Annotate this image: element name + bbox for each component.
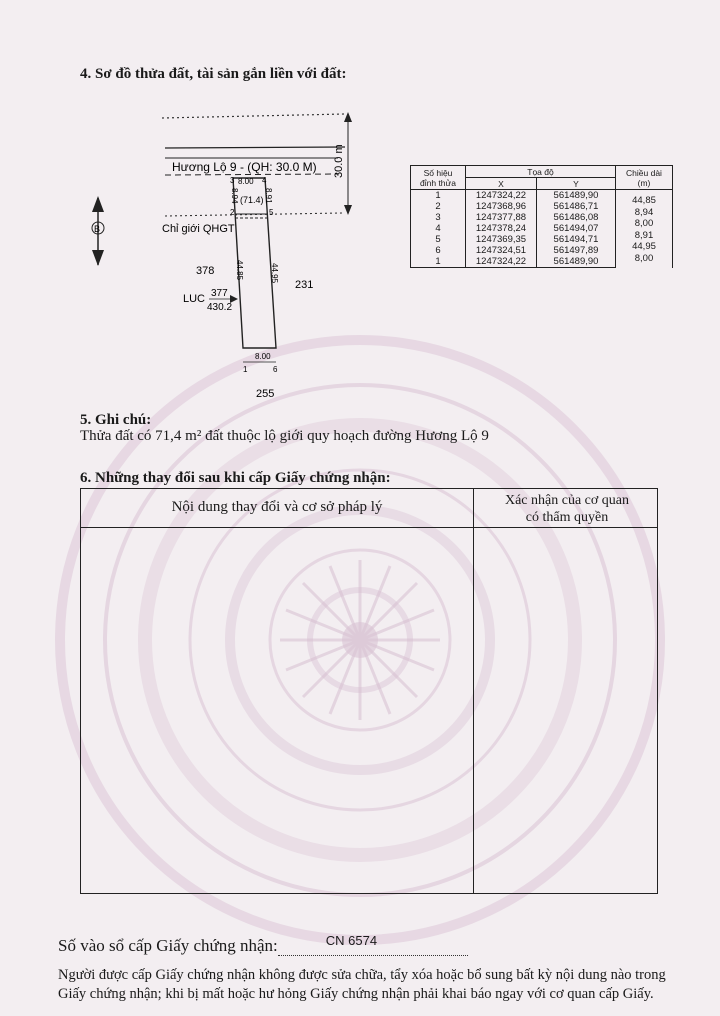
section-4-title: 4. Sơ đồ thửa đất, tài sản gắn liền với đất:	[80, 66, 347, 82]
point-4: 4	[262, 176, 267, 185]
cell-y: 561494,07	[537, 223, 616, 234]
length-value: 44,95	[632, 241, 656, 253]
point-6: 6	[273, 365, 278, 374]
cell-x: 1247369,35	[466, 234, 537, 245]
neighbor-left: 378	[196, 265, 215, 277]
area-in-road: (71.4)	[240, 195, 264, 205]
left-upper-dimension: 8.94	[230, 188, 239, 204]
cell-x: 1247377,88	[466, 212, 537, 223]
coordinate-table	[410, 165, 673, 268]
road-width: 30.0 m	[333, 144, 345, 178]
left-dimension: 44.85	[235, 260, 244, 281]
cell-x: 1247324,22	[466, 190, 537, 202]
road-label: Hương Lộ 9 - (QH: 30.0 M)	[172, 160, 317, 174]
cell-y: 561489,90	[537, 256, 616, 268]
col-confirm-line2: có thẩm quyền	[525, 510, 609, 525]
cell-point: 3	[411, 212, 466, 223]
col-point-header: Số hiệu đỉnh thửa	[411, 166, 466, 190]
col-x-header: X	[466, 178, 537, 190]
cell-point: 4	[411, 223, 466, 234]
parcel-code: LUC	[183, 293, 206, 305]
registry-line	[58, 933, 468, 956]
length-value: 44,85	[632, 195, 656, 206]
point-1: 1	[243, 365, 248, 374]
header-divider	[81, 527, 657, 528]
cell-y: 561497,89	[537, 245, 616, 256]
section-5-note: Thửa đất có 71,4 m² đất thuộc lộ giới quy hoạch đường Hương Lộ 9	[80, 428, 489, 444]
cell-point: 6	[411, 245, 466, 256]
point-5: 5	[269, 208, 274, 217]
cell-point: 2	[411, 201, 466, 212]
parcel-sketch	[80, 100, 410, 405]
parcel-number: 377	[211, 288, 228, 299]
cell-point: 5	[411, 234, 466, 245]
length-value: 8,91	[634, 229, 654, 241]
registry-number: CN 6574	[325, 933, 378, 948]
cell-x: 1247378,24	[466, 223, 537, 234]
point-2: 2	[230, 208, 235, 217]
lengths-cell	[616, 190, 673, 268]
col-content-header: Nội dung thay đổi và cơ sở pháp lý	[171, 499, 383, 515]
cell-point: 1	[411, 256, 466, 268]
registry-label: Số vào sổ cấp Giấy chứng nhận:	[58, 936, 278, 955]
col-coords-header: Tọa độ	[466, 166, 616, 178]
bottom-dimension: 8.00	[255, 352, 271, 361]
registry-dots	[278, 933, 468, 956]
col-length-header: Chiều dài (m)	[616, 166, 673, 190]
warning-text: Người được cấp Giấy chứng nhận không được sửa chữa, tẩy xóa hoặc bổ sung bất kỳ nội dung nào trong Giấy chứng nhận; khi bị mất hoặc hư hỏng Giấy chứng nhận phải khai báo ngay với cơ quan cấp Giấy.	[58, 967, 666, 1002]
cell-y: 561486,08	[537, 212, 616, 223]
cell-x: 1247324,22	[466, 256, 537, 268]
right-upper-dimension: 8.91	[264, 188, 273, 204]
col-confirm-header	[475, 492, 659, 526]
section-5-title: 5. Ghi chú:	[80, 412, 152, 428]
changes-table	[80, 488, 658, 894]
length-value: 8,94	[634, 206, 654, 218]
cell-y: 561486,71	[537, 201, 616, 212]
table-row	[411, 190, 673, 202]
length-value: 8,00	[634, 252, 654, 264]
cell-point: 1	[411, 190, 466, 202]
right-dimension: 44.95	[270, 263, 279, 284]
length-value: 8,00	[634, 218, 654, 230]
point-3: 3	[230, 176, 235, 185]
top-dimension: 8.00	[238, 177, 254, 186]
north-letter: B	[94, 224, 101, 234]
parcel-area: 430.2	[207, 302, 233, 313]
cell-y: 561489,90	[537, 190, 616, 202]
section-6-title: 6. Những thay đổi sau khi cấp Giấy chứng nhận:	[80, 470, 391, 486]
col-y-header: Y	[537, 178, 616, 190]
cell-x: 1247324,51	[466, 245, 537, 256]
column-divider	[473, 489, 474, 893]
neighbor-right: 231	[295, 279, 314, 291]
cell-y: 561494,71	[537, 234, 616, 245]
boundary-label: Chỉ giới QHGT	[162, 223, 235, 235]
col-confirm-line1: Xác nhận của cơ quan	[504, 493, 629, 508]
cell-x: 1247368,96	[466, 201, 537, 212]
neighbor-bottom: 255	[256, 388, 275, 400]
